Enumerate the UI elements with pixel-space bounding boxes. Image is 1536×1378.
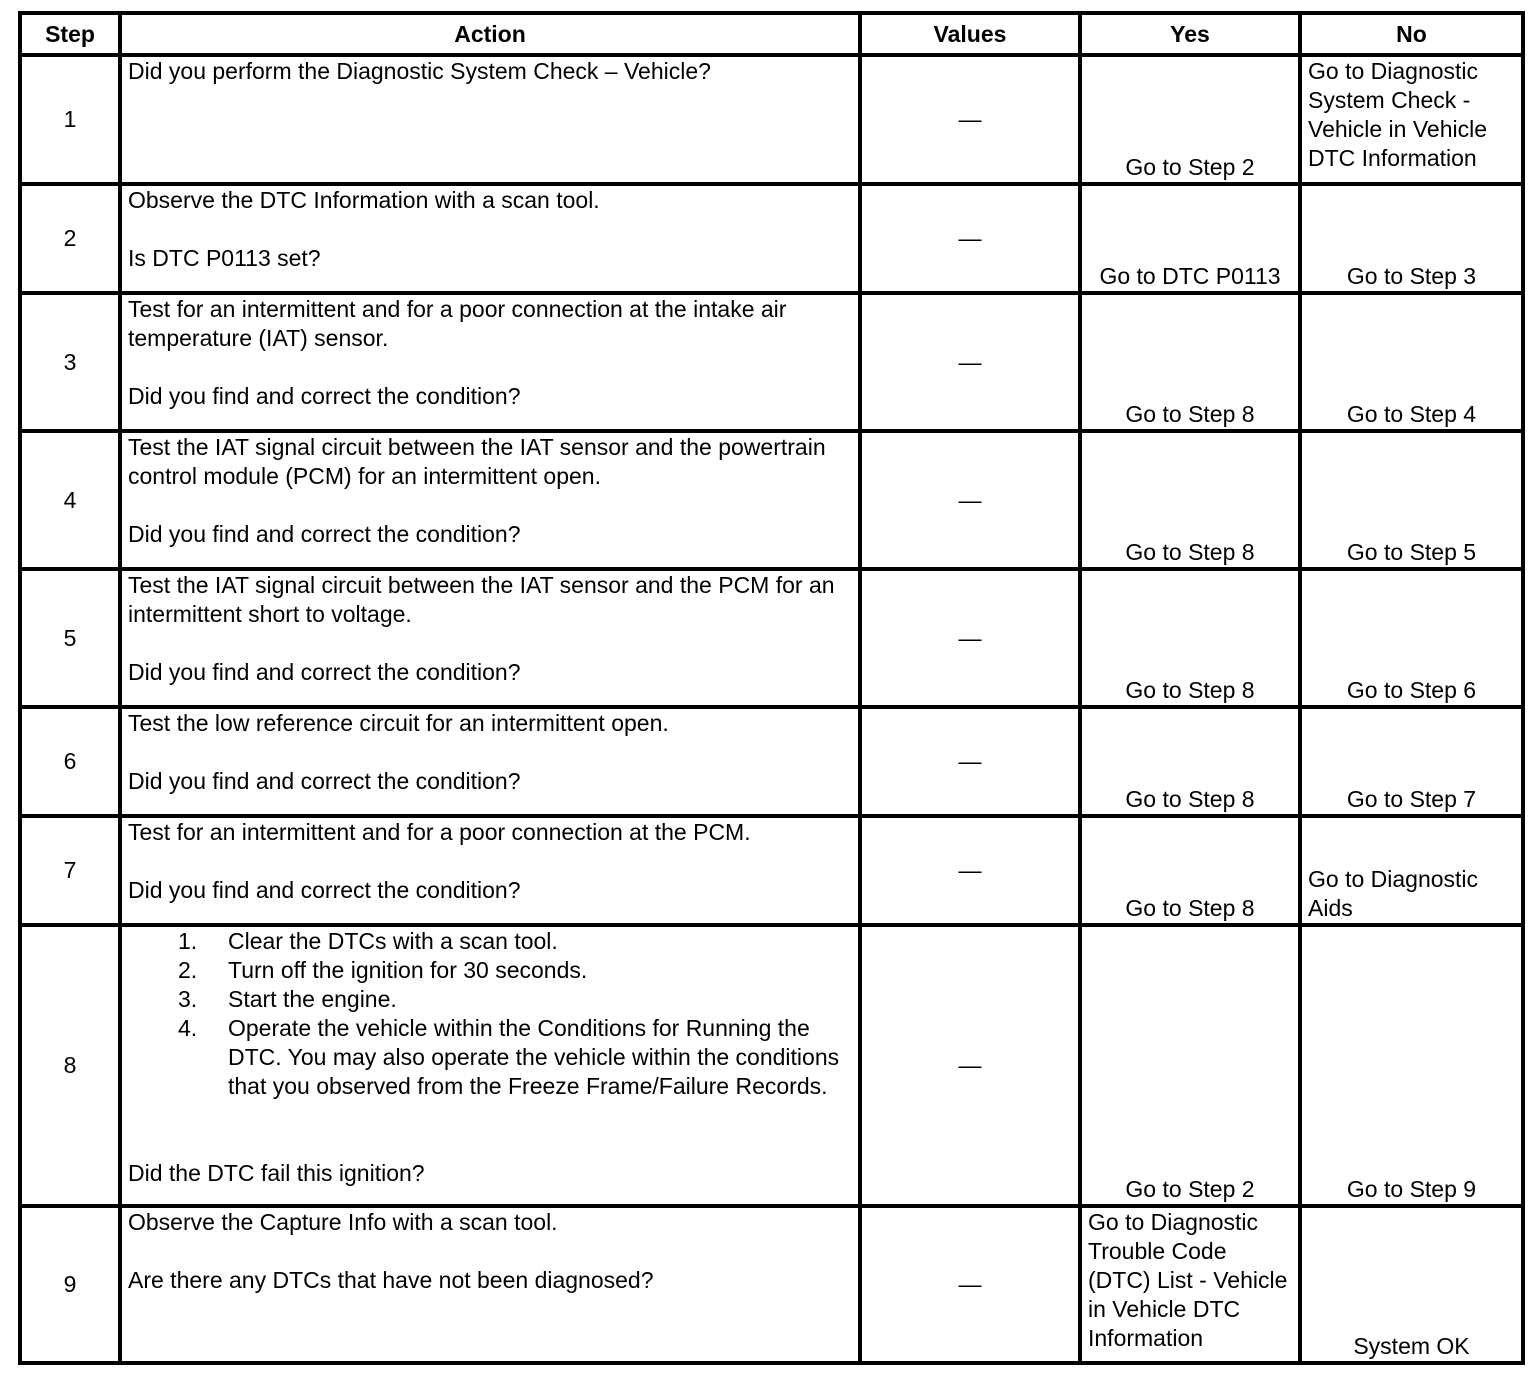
step-number: 4 [20,431,120,569]
no-cell: System OK [1300,1206,1523,1363]
header-action: Action [120,13,860,55]
action-cell [120,816,860,925]
header-values: Values [860,13,1080,55]
action-cell [120,184,860,293]
value-cell: — [860,816,1080,925]
action-question: Did the DTC fail this ignition? [128,1160,425,1186]
step-number: 3 [20,293,120,431]
step-number: 5 [20,569,120,707]
action-text: Observe the DTC Information with a scan tool. [128,187,600,213]
value-cell: — [860,569,1080,707]
table-row [20,816,1523,925]
action-text: Test the IAT signal circuit between the IAT sensor and the PCM for an intermittent short to voltage. [128,572,835,627]
table-row [20,431,1523,569]
procedure-list [128,927,852,1101]
no-cell: Go to Diagnostic Aids [1300,816,1523,925]
table-row [20,925,1523,1206]
action-question: Did you find and correct the condition? [128,521,521,547]
table-row [20,707,1523,816]
action-text: Observe the Capture Info with a scan tool. [128,1209,558,1235]
step-number: 9 [20,1206,120,1363]
header-step: Step [20,13,120,55]
yes-cell: Go to Diagnostic Trouble Code (DTC) List - Vehicle in Vehicle DTC Information [1080,1206,1300,1363]
no-cell: Go to Step 5 [1300,431,1523,569]
action-cell [120,925,860,1206]
yes-cell: Go to Step 8 [1080,293,1300,431]
yes-cell: Go to Step 8 [1080,569,1300,707]
action-question: Did you find and correct the condition? [128,383,521,409]
action-text: Test for an intermittent and for a poor connection at the PCM. [128,819,751,845]
diagnostic-table [18,11,1525,1365]
action-text: Did you perform the Diagnostic System Check – Vehicle? [128,58,711,84]
table-row [20,55,1523,184]
value-cell: — [860,925,1080,1206]
no-cell: Go to Step 7 [1300,707,1523,816]
yes-cell: Go to Step 8 [1080,707,1300,816]
value-cell: — [860,184,1080,293]
action-text: Test the IAT signal circuit between the IAT sensor and the powertrain control module (PCM) for an intermittent open. [128,434,826,489]
action-cell [120,431,860,569]
no-cell: Go to Step 9 [1300,925,1523,1206]
table-row [20,569,1523,707]
yes-cell: Go to DTC P0113 [1080,184,1300,293]
action-cell [120,55,860,184]
action-text: Test for an intermittent and for a poor connection at the intake air temperature (IAT) sensor. [128,296,787,351]
header-yes: Yes [1080,13,1300,55]
table-row [20,184,1523,293]
step-number: 1 [20,55,120,184]
value-cell: — [860,55,1080,184]
step-number: 8 [20,925,120,1206]
value-cell: — [860,293,1080,431]
action-text: Test the low reference circuit for an intermittent open. [128,710,669,736]
action-question: Are there any DTCs that have not been diagnosed? [128,1267,654,1293]
header-row [20,13,1523,55]
action-cell [120,1206,860,1363]
yes-cell: Go to Step 8 [1080,816,1300,925]
list-item: 3. Start the engine. [178,986,397,1012]
action-cell [120,569,860,707]
table-row [20,293,1523,431]
no-cell: Go to Step 4 [1300,293,1523,431]
no-cell: Go to Step 3 [1300,184,1523,293]
no-cell: Go to Diagnostic System Check - Vehicle in Vehicle DTC Information [1300,55,1523,184]
action-question: Is DTC P0113 set? [128,245,321,271]
step-number: 2 [20,184,120,293]
yes-cell: Go to Step 8 [1080,431,1300,569]
list-item: 4. Operate the vehicle within the Conditions for Running the DTC. You may also operate the vehicle within the conditions that you observed from the Freeze Frame/Failure Records. [178,1015,840,1099]
table-row [20,1206,1523,1363]
action-question: Did you find and correct the condition? [128,877,521,903]
value-cell: — [860,707,1080,816]
value-cell: — [860,1206,1080,1363]
no-cell: Go to Step 6 [1300,569,1523,707]
action-cell [120,707,860,816]
list-item: 2. Turn off the ignition for 30 seconds. [178,957,588,983]
yes-cell: Go to Step 2 [1080,55,1300,184]
step-number: 6 [20,707,120,816]
yes-cell: Go to Step 2 [1080,925,1300,1206]
action-cell [120,293,860,431]
action-question: Did you find and correct the condition? [128,768,521,794]
action-question: Did you find and correct the condition? [128,659,521,685]
header-no: No [1300,13,1523,55]
step-number: 7 [20,816,120,925]
value-cell: — [860,431,1080,569]
list-item: 1. Clear the DTCs with a scan tool. [178,928,558,954]
